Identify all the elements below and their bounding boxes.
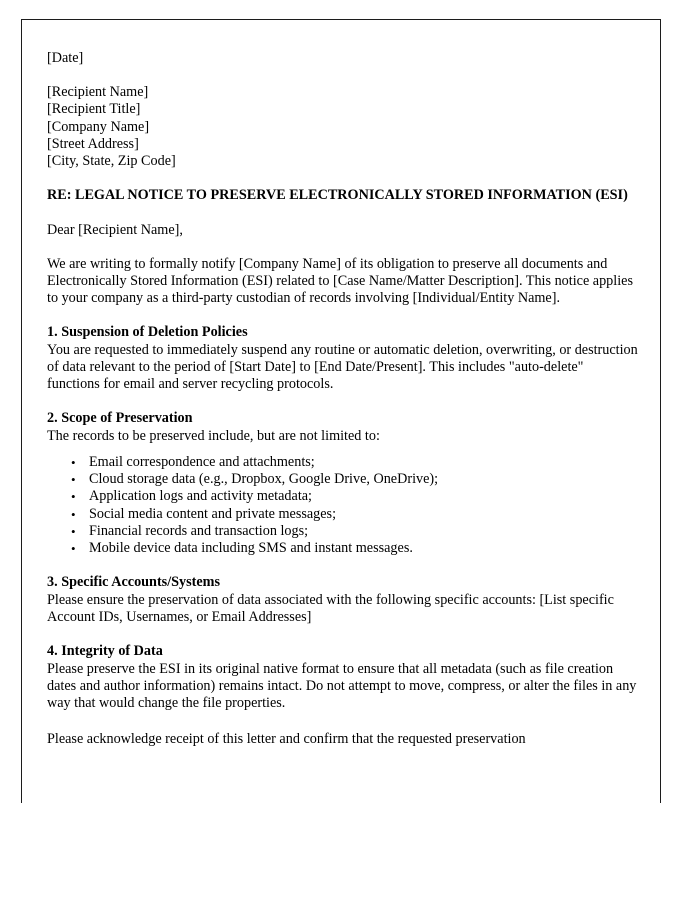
list-item: • Social media content and private messages; — [89, 506, 638, 523]
section-scope-of-preservation — [47, 410, 638, 557]
letter-page — [21, 19, 661, 803]
closing-paragraph: Please acknowledge receipt of this letter and confirm that the requested preservation — [47, 731, 526, 748]
section-title: 1. Suspension of Deletion Policies — [47, 324, 248, 341]
intro-paragraph: We are writing to formally notify [Company Name] of its obligation to preserve all documents and Electronically Stored Information (ESI) related to [Case Name/Matter Description]. This notice applies to your company as a third-party custodian of records involving [Individual/Entity Name]. — [47, 255, 633, 307]
section-title: 4. Integrity of Data — [47, 643, 163, 660]
list-item: • Mobile device data including SMS and instant messages. — [89, 540, 638, 557]
subject-heading: RE: LEGAL NOTICE TO PRESERVE ELECTRONICALLY STORED INFORMATION (ESI) — [47, 187, 628, 204]
section-body: Please preserve the ESI in its original native format to ensure that all metadata (such as file creation dates and author information) remains intact. Do not attempt to move, compress, or alter the files in any way that would change the file properties. — [47, 660, 637, 711]
preservation-scope-list — [47, 454, 638, 557]
list-item: • Application logs and activity metadata; — [89, 488, 638, 505]
date-line: [Date] — [47, 50, 84, 66]
section-suspension-of-deletion-policies — [47, 324, 638, 393]
address-line-recipient-name: [Recipient Name] — [47, 84, 149, 101]
section-title: 2. Scope of Preservation — [47, 410, 193, 427]
address-line-recipient-title: [Recipient Title] — [47, 101, 141, 118]
list-item: • Cloud storage data (e.g., Dropbox, Google Drive, OneDrive); — [89, 471, 638, 488]
section-body: Please ensure the preservation of data associated with the following specific accounts: [List specific Account IDs, Usernames, or Email Addresses] — [47, 591, 614, 625]
address-line-company-name: [Company Name] — [47, 118, 150, 135]
section-integrity-of-data — [47, 643, 638, 712]
section-body: The records to be preserved include, but are not limited to: — [47, 427, 380, 444]
list-item: • Financial records and transaction logs; — [89, 523, 638, 540]
section-specific-accounts-systems — [47, 574, 638, 626]
list-item: • Email correspondence and attachments; — [89, 454, 638, 471]
address-line-city-state-zip: [City, State, Zip Code] — [47, 153, 176, 170]
letter-content — [22, 20, 660, 748]
recipient-address-block — [47, 84, 638, 170]
section-body: You are requested to immediately suspend any routine or automatic deletion, overwriting, or destruction of data relevant to the period of [Start Date] to [End Date/Present]. This includes "auto-delete" functions for email and server recycling protocols. — [47, 341, 638, 393]
section-title: 3. Specific Accounts/Systems — [47, 574, 220, 591]
salutation: Dear [Recipient Name], — [47, 221, 183, 238]
address-line-street-address: [Street Address] — [47, 135, 139, 152]
